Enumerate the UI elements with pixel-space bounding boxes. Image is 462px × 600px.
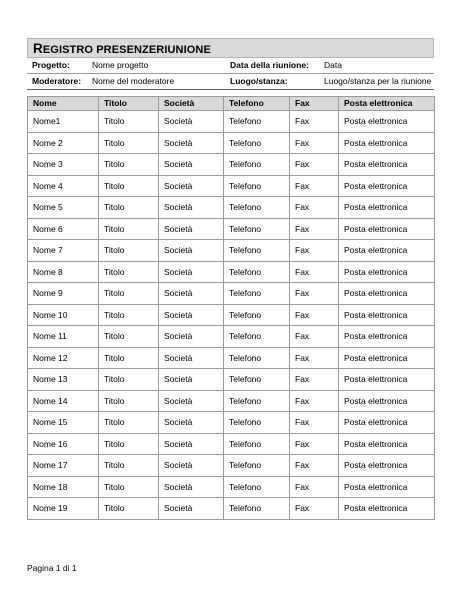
title-cell[interactable]: Titolo [99,455,159,477]
fax-cell[interactable]: Fax [290,455,339,477]
fax-cell[interactable]: Fax [290,498,339,520]
email-cell[interactable]: Posta elettronica [339,197,435,219]
fax-cell[interactable]: Fax [290,111,339,133]
table-row [28,476,435,498]
table-row [28,498,435,520]
company-cell[interactable]: Società [159,412,224,434]
email-cell[interactable]: Posta elettronica [339,412,435,434]
place-value[interactable]: Luogo/stanza per la riunione [319,74,434,90]
title-cell[interactable]: Titolo [99,132,159,154]
company-cell[interactable]: Società [159,326,224,348]
attendance-header-row [28,97,435,111]
info-row-moderator [27,74,434,90]
name-cell[interactable]: Nome 2 [28,132,99,154]
email-cell[interactable]: Posta elettronica [339,304,435,326]
fax-cell[interactable]: Fax [290,175,339,197]
title-cell[interactable]: Titolo [99,412,159,434]
name-cell[interactable]: Nome 7 [28,240,99,262]
phone-cell[interactable]: Telefono [224,197,290,219]
title-cell[interactable]: Titolo [99,283,159,305]
company-cell[interactable]: Società [159,197,224,219]
email-cell[interactable]: Posta elettronica [339,347,435,369]
phone-cell[interactable]: Telefono [224,261,290,283]
company-cell[interactable]: Società [159,304,224,326]
moderator-value[interactable]: Nome del moderatore [87,74,225,90]
phone-cell[interactable]: Telefono [224,433,290,455]
email-cell[interactable]: Posta elettronica [339,175,435,197]
company-cell[interactable]: Società [159,390,224,412]
meeting-info-table [27,58,434,90]
table-row [28,369,435,391]
table-row [28,154,435,176]
company-cell[interactable]: Società [159,455,224,477]
fax-cell[interactable]: Fax [290,304,339,326]
table-row [28,111,435,133]
title-cell[interactable]: Titolo [99,175,159,197]
title-cell[interactable]: Titolo [99,197,159,219]
email-cell[interactable]: Posta elettronica [339,111,435,133]
moderator-label: Moderatore: [27,74,87,90]
table-row [28,455,435,477]
phone-cell[interactable]: Telefono [224,476,290,498]
name-cell[interactable]: Nome 13 [28,369,99,391]
fax-cell[interactable]: Fax [290,326,339,348]
title-cell[interactable]: Titolo [99,304,159,326]
page-number: Pagina 1 di 1 [27,563,77,573]
phone-cell[interactable]: Telefono [224,304,290,326]
info-row-project [27,58,434,74]
phone-cell[interactable]: Telefono [224,390,290,412]
fax-cell[interactable]: Fax [290,218,339,240]
company-cell[interactable]: Società [159,476,224,498]
table-row [28,283,435,305]
email-cell[interactable]: Posta elettronica [339,132,435,154]
company-cell[interactable]: Società [159,433,224,455]
title-cell[interactable]: Titolo [99,218,159,240]
table-row [28,261,435,283]
table-row [28,326,435,348]
name-cell[interactable]: Nome 10 [28,304,99,326]
phone-cell[interactable]: Telefono [224,218,290,240]
meeting-date-value[interactable]: Data [319,58,434,74]
title-cell[interactable]: Titolo [99,498,159,520]
attendance-table-body [28,111,435,520]
column-header-email: Posta elettronica [339,97,435,111]
column-header-fax: Fax [290,97,339,111]
fax-cell[interactable]: Fax [290,240,339,262]
column-header-title: Titolo [99,97,159,111]
phone-cell[interactable]: Telefono [224,412,290,434]
name-cell[interactable]: Nome 15 [28,412,99,434]
place-label: Luogo/stanza: [225,74,319,90]
name-cell[interactable]: Nome 8 [28,261,99,283]
name-cell[interactable]: Nome1 [28,111,99,133]
name-cell[interactable]: Nome 3 [28,154,99,176]
table-row [28,390,435,412]
company-cell[interactable]: Società [159,261,224,283]
title-cell[interactable]: Titolo [99,326,159,348]
name-cell[interactable]: Nome 4 [28,175,99,197]
phone-cell[interactable]: Telefono [224,326,290,348]
company-cell[interactable]: Società [159,218,224,240]
company-cell[interactable]: Società [159,369,224,391]
phone-cell[interactable]: Telefono [224,498,290,520]
fax-cell[interactable]: Fax [290,132,339,154]
title-cell[interactable]: Titolo [99,369,159,391]
fax-cell[interactable]: Fax [290,369,339,391]
title-cell[interactable]: Titolo [99,154,159,176]
phone-cell[interactable]: Telefono [224,132,290,154]
company-cell[interactable]: Società [159,111,224,133]
email-cell[interactable]: Posta elettronica [339,433,435,455]
company-cell[interactable]: Società [159,132,224,154]
phone-cell[interactable]: Telefono [224,175,290,197]
title-cell[interactable]: Titolo [99,476,159,498]
title-cell[interactable]: Titolo [99,390,159,412]
title-cell[interactable]: Titolo [99,240,159,262]
fax-cell[interactable]: Fax [290,347,339,369]
email-cell[interactable]: Posta elettronica [339,218,435,240]
attendance-table [27,96,435,520]
table-row [28,175,435,197]
document-title [27,38,434,58]
title-cell[interactable]: Titolo [99,347,159,369]
title-cell[interactable]: Titolo [99,433,159,455]
phone-cell[interactable]: Telefono [224,240,290,262]
table-row [28,132,435,154]
phone-cell[interactable]: Telefono [224,369,290,391]
email-cell[interactable]: Posta elettronica [339,261,435,283]
project-label: Progetto: [27,58,87,74]
table-row [28,433,435,455]
name-cell[interactable]: Nome 16 [28,433,99,455]
fax-cell[interactable]: Fax [290,261,339,283]
column-header-name: Nome [28,97,99,111]
email-cell[interactable]: Posta elettronica [339,476,435,498]
table-row [28,240,435,262]
email-cell[interactable]: Posta elettronica [339,240,435,262]
table-row [28,197,435,219]
phone-cell[interactable]: Telefono [224,283,290,305]
name-cell[interactable]: Nome 18 [28,476,99,498]
document-title-text: EGISTRO PRESENZERIUNIONE [42,44,211,56]
email-cell[interactable]: Posta elettronica [339,455,435,477]
column-header-phone: Telefono [224,97,290,111]
name-cell[interactable]: Nome 9 [28,283,99,305]
email-cell[interactable]: Posta elettronica [339,390,435,412]
company-cell[interactable]: Società [159,283,224,305]
name-cell[interactable]: Nome 11 [28,326,99,348]
fax-cell[interactable]: Fax [290,412,339,434]
phone-cell[interactable]: Telefono [224,154,290,176]
project-value[interactable]: Nome progetto [87,58,225,74]
fax-cell[interactable]: Fax [290,154,339,176]
fax-cell[interactable]: Fax [290,476,339,498]
phone-cell[interactable]: Telefono [224,455,290,477]
column-header-company: Società [159,97,224,111]
company-cell[interactable]: Società [159,240,224,262]
company-cell[interactable]: Società [159,175,224,197]
fax-cell[interactable]: Fax [290,197,339,219]
phone-cell[interactable]: Telefono [224,347,290,369]
email-cell[interactable]: Posta elettronica [339,283,435,305]
phone-cell[interactable]: Telefono [224,111,290,133]
title-cell[interactable]: Titolo [99,111,159,133]
fax-cell[interactable]: Fax [290,283,339,305]
meeting-date-label: Data della riunione: [225,58,319,74]
table-row [28,412,435,434]
fax-cell[interactable]: Fax [290,390,339,412]
name-cell[interactable]: Nome 17 [28,455,99,477]
fax-cell[interactable]: Fax [290,433,339,455]
name-cell[interactable]: Nome 5 [28,197,99,219]
table-row [28,347,435,369]
name-cell[interactable]: Nome 14 [28,390,99,412]
company-cell[interactable]: Società [159,498,224,520]
email-cell[interactable]: Posta elettronica [339,326,435,348]
email-cell[interactable]: Posta elettronica [339,369,435,391]
title-cell[interactable]: Titolo [99,261,159,283]
name-cell[interactable]: Nome 19 [28,498,99,520]
company-cell[interactable]: Società [159,154,224,176]
email-cell[interactable]: Posta elettronica [339,154,435,176]
document-title-initial: R [33,41,43,56]
name-cell[interactable]: Nome 12 [28,347,99,369]
email-cell[interactable]: Posta elettronica [339,498,435,520]
company-cell[interactable]: Società [159,347,224,369]
table-row [28,304,435,326]
name-cell[interactable]: Nome 6 [28,218,99,240]
table-row [28,218,435,240]
